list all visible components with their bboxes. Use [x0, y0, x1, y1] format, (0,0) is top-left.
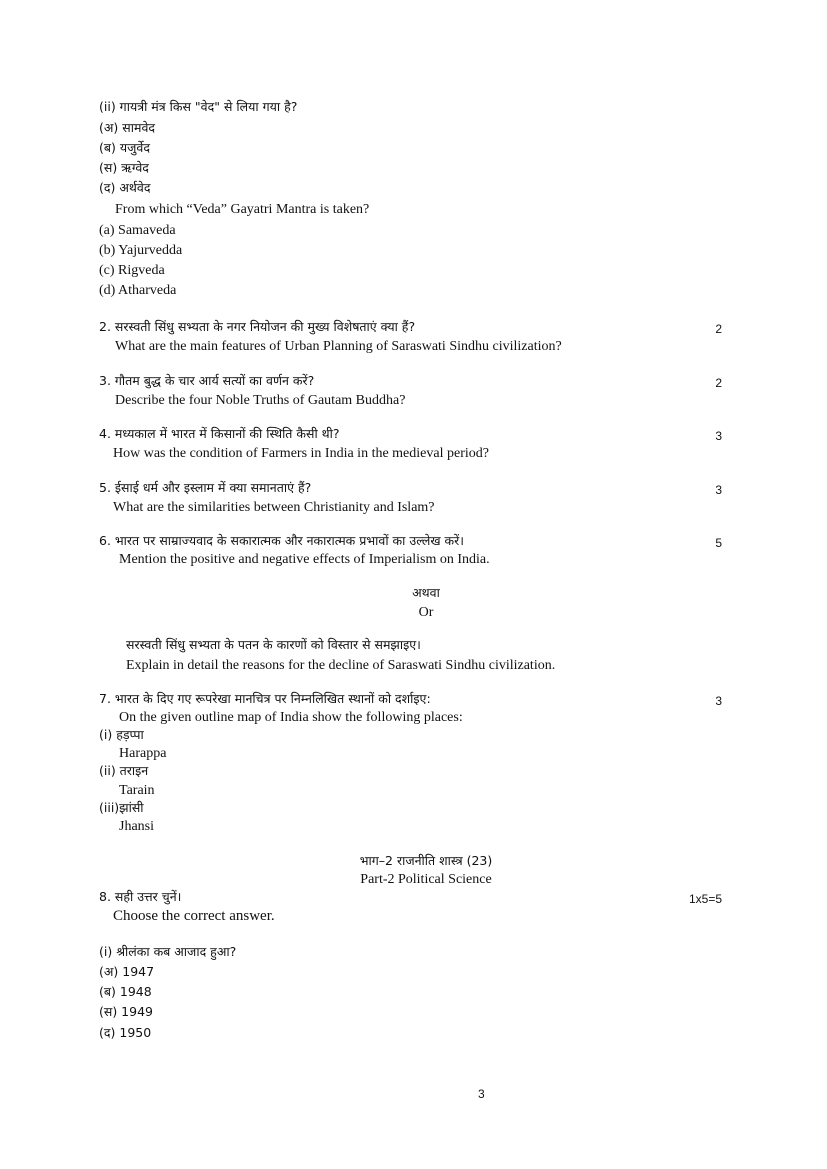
q1-ii-english-question: From which “Veda” Gayatri Mantra is taken?: [115, 202, 370, 217]
q4-marks: 3: [715, 429, 722, 443]
q7-place-1-english: Harappa: [119, 746, 167, 761]
q1-ii-hindi-option-a: (अ) सामवेद: [99, 120, 156, 135]
q1-ii-english-option-d: (d) Atharveda: [99, 283, 177, 298]
q8-option-d: (द) 1950: [99, 1025, 152, 1040]
part2-english-title: Part-2 Political Science: [360, 872, 492, 887]
q3-marks: 2: [715, 376, 722, 390]
q5-marks: 3: [715, 483, 722, 497]
q2-english: What are the main features of Urban Planning of Saraswati Sindhu civilization?: [115, 339, 562, 354]
q1-ii-english-option-c: (c) Rigveda: [99, 263, 165, 278]
q2-marks: 2: [715, 322, 722, 336]
q7-place-2-hindi: (ii) तराइन: [99, 763, 149, 778]
or-hindi: अथवा: [412, 585, 440, 600]
q1-ii-hindi-question: (ii) गायत्री मंत्र किस "वेद" से लिया गया है?: [99, 99, 298, 114]
q6-english: Mention the positive and negative effects of Imperialism on India.: [119, 552, 490, 567]
q8-option-c: (स) 1949: [99, 1004, 153, 1019]
q6-marks: 5: [715, 536, 722, 550]
q6-alt-hindi: सरस्वती सिंधु सभ्यता के पतन के कारणों को विस्तार से समझाइए।: [126, 637, 421, 652]
q8-option-a: (अ) 1947: [99, 964, 155, 979]
q5-english: What are the similarities between Christianity and Islam?: [113, 500, 435, 515]
q1-ii-hindi-option-d: (द) अर्थवेद: [99, 180, 151, 195]
q7-marks: 3: [715, 694, 722, 708]
part2-hindi-title: भाग–2 राजनीति शास्त्र (23): [359, 853, 493, 868]
or-english: Or: [418, 605, 434, 620]
q8-sub-question: (i) श्रीलंका कब आजाद हुआ?: [99, 944, 237, 959]
q7-place-1-hindi: (i) हड़प्पा: [99, 727, 144, 742]
q7-place-2-english: Tarain: [119, 783, 155, 798]
q7-place-3-hindi: (iii)झांसी: [99, 800, 144, 815]
q5-hindi: 5. ईसाई धर्म और इस्लाम में क्या समानताएं हैं?: [99, 480, 312, 495]
q6-hindi: 6. भारत पर साम्राज्यवाद के सकारात्मक और नकारात्मक प्रभावों का उल्लेख करें।: [99, 533, 464, 548]
q1-ii-english-option-a: (a) Samaveda: [99, 223, 176, 238]
q7-place-3-english: Jhansi: [119, 819, 154, 834]
q7-hindi: 7. भारत के दिए गए रूपरेखा मानचित्र पर निम्नलिखित स्थानों को दर्शाइए:: [99, 691, 431, 706]
q8-marks: 1x5=5: [688, 892, 722, 906]
q3-english: Describe the four Noble Truths of Gautam Buddha?: [115, 393, 406, 408]
q4-hindi: 4. मध्यकाल में भारत में किसानों की स्थिति कैसी थी?: [99, 426, 340, 441]
q1-ii-hindi-option-b: (ब) यजुर्वेद: [99, 140, 150, 155]
q6-alt-english: Explain in detail the reasons for the decline of Saraswati Sindhu civilization.: [126, 658, 556, 673]
q3-hindi: 3. गौतम बुद्ध के चार आर्य सत्यों का वर्णन करें?: [99, 373, 315, 388]
q2-hindi: 2. सरस्वती सिंधु सभ्यता के नगर नियोजन की मुख्य विशेषताएं क्या हैं?: [99, 319, 416, 334]
q1-ii-hindi-option-c: (स) ऋग्वेद: [99, 160, 149, 175]
page-number: 3: [478, 1087, 485, 1101]
q8-english: Choose the correct answer.: [113, 908, 275, 924]
q8-option-b: (ब) 1948: [99, 984, 152, 999]
q4-english: How was the condition of Farmers in India in the medieval period?: [113, 446, 489, 461]
q8-hindi: 8. सही उत्तर चुनें।: [99, 889, 182, 904]
q1-ii-english-option-b: (b) Yajurvedda: [99, 243, 183, 258]
q7-english: On the given outline map of India show the following places:: [119, 710, 463, 725]
